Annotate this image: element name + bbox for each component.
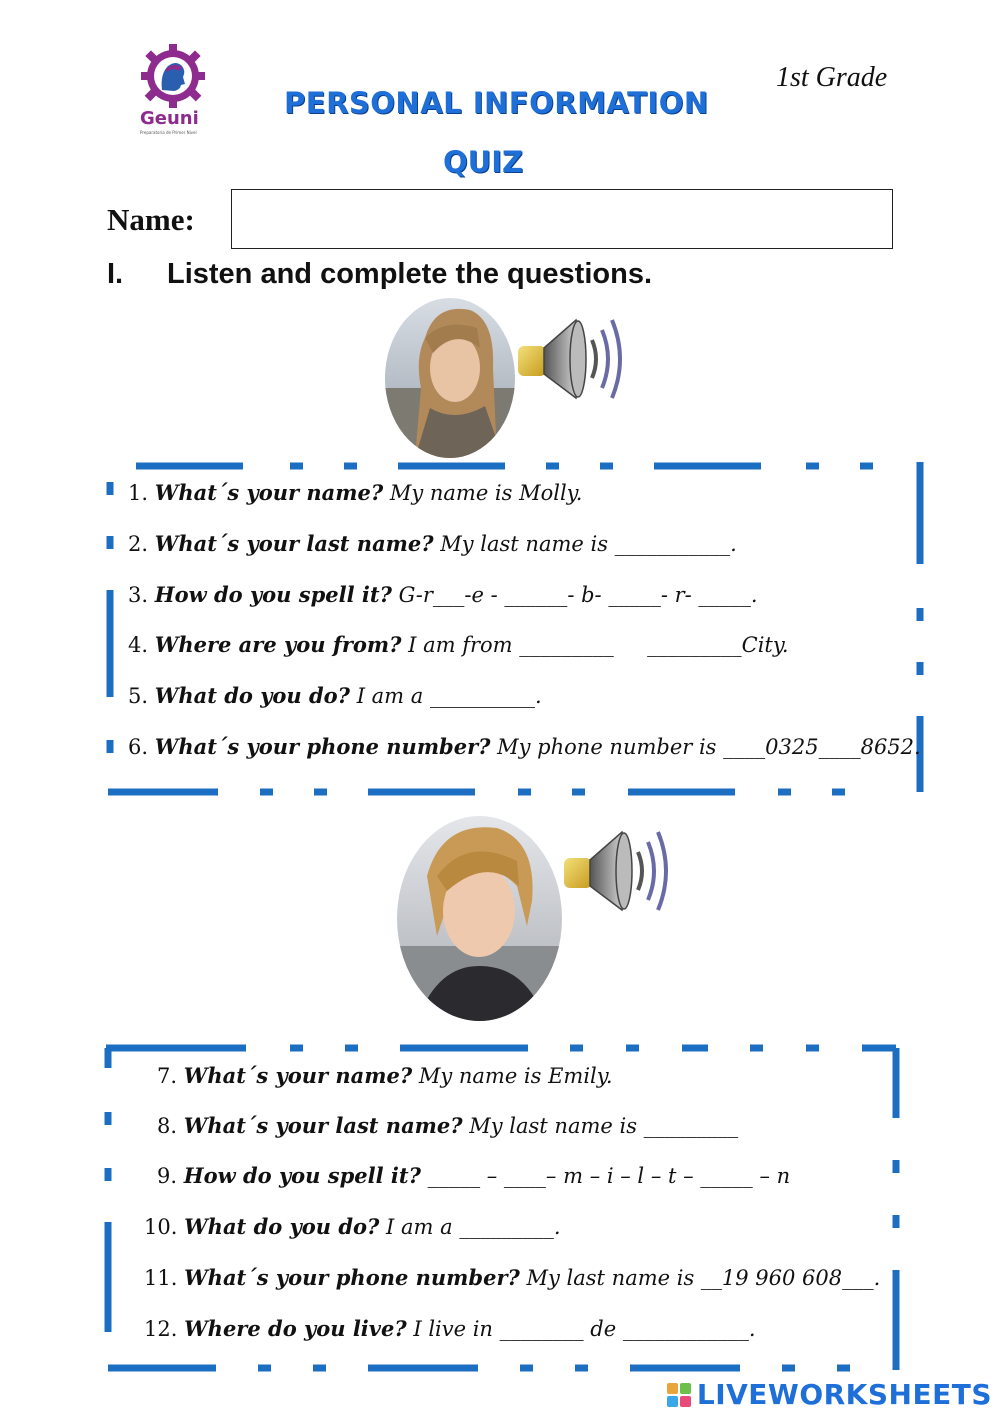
answer-text[interactable]: I live in ________ de ____________. [413,1317,756,1341]
question-11 [144,1264,880,1292]
name-label: Name: [107,202,195,237]
answer-text[interactable]: My last name is ___________. [440,532,737,556]
question-8 [157,1112,738,1140]
question-number: 5. [128,684,149,708]
question-number: 6. [128,735,149,759]
question-text: What´s your phone number? [154,734,491,759]
question-12 [144,1315,756,1343]
question-text: What´s your last name? [183,1113,463,1138]
question-text: Where do you live? [184,1316,407,1341]
question-text: What´s your name? [183,1063,413,1088]
logo-text: Geuni [140,108,199,129]
question-number: 7. [157,1064,178,1088]
question-9 [157,1162,790,1190]
speaker-icon[interactable] [510,308,625,408]
question-text: What do you do? [184,1214,380,1239]
question-4 [128,631,789,659]
liveworksheets-footer[interactable] [667,1378,992,1411]
answer-text[interactable]: G-r___-e - ______- b- _____- r- _____. [398,583,758,607]
question-3 [128,581,758,609]
question-text: What´s your phone number? [184,1265,520,1290]
question-1 [128,479,582,507]
question-number: 4. [128,633,149,657]
question-10 [144,1213,561,1241]
answer-text[interactable]: My name is Emily. [418,1064,613,1088]
question-text: What do you do? [154,683,350,708]
answer-text[interactable]: I am a __________. [356,684,542,708]
question-text: Where are you from? [154,632,402,657]
molly-photo [385,298,515,458]
section-title: Listen and complete the questions. [167,258,653,290]
question-number: 9. [157,1164,178,1188]
section-number: I. [107,258,124,290]
logo-subtext: Preparatoria de Primer Nivel [140,130,197,135]
question-number: 12. [144,1317,178,1341]
name-input[interactable] [231,189,893,249]
question-text: How do you spell it? [154,582,392,607]
question-2 [128,530,737,558]
question-number: 2. [128,532,149,556]
emily-photo [397,816,562,1021]
answer-text[interactable]: I am from _________ _________City. [408,633,789,657]
answer-text[interactable]: I am a _________. [386,1215,561,1239]
grade-label: 1st Grade [776,62,888,93]
question-text: How do you spell it? [183,1163,421,1188]
question-5 [128,682,542,710]
question-6 [128,733,921,761]
speaker-icon[interactable] [556,820,671,920]
geuni-logo [138,44,208,138]
question-number: 1. [128,481,149,505]
question-7 [157,1062,613,1090]
question-text: What´s your last name? [154,531,434,556]
page-subtitle: QUIZ [443,145,524,179]
answer-text[interactable]: My phone number is ____0325____8652. [497,735,921,759]
liveworksheets-icon [667,1383,691,1407]
question-number: 3. [128,583,149,607]
answer-text[interactable]: My name is Molly. [389,481,583,505]
answer-text[interactable]: My last name is _________ [469,1114,739,1138]
answer-text[interactable]: _____ – ____– m – i – l – t – _____ – n [427,1164,791,1188]
footer-brand: LIVEWORKSHEETS [696,1378,992,1411]
page-title: PERSONAL INFORMATION [284,86,709,120]
question-text: What´s your name? [154,480,384,505]
question-number: 11. [144,1266,178,1290]
question-number: 8. [157,1114,178,1138]
question-number: 10. [144,1215,178,1239]
answer-text[interactable]: My last name is __19 960 608___. [526,1266,881,1290]
